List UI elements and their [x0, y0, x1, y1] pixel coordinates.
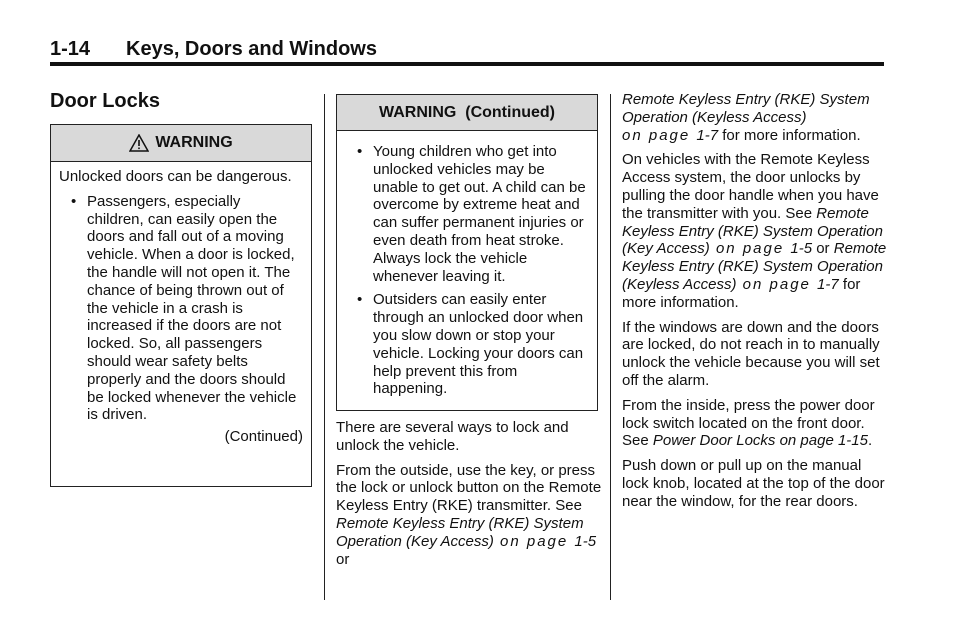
warning-label: WARNING: [155, 134, 233, 151]
paragraph: From the inside, press the power door lock switch located on the front door. See Power Door Locks on page 1-15.: [622, 396, 875, 450]
continued-note: (Continued): [224, 428, 303, 446]
cross-reference[interactable]: Remote Keyless Entry (RKE) System Operation (Keyless Access): [622, 240, 887, 293]
page-number: 1-14: [50, 38, 91, 60]
section-title: Door Locks: [50, 90, 161, 112]
warning-bullet: • Passengers, especially children, can easily open the doors and fall out of a moving vehicle. When a door is locked, the handle will not open it. The chance of being thrown out of the vehicle in a crash is increased if the doors are not locked. So, all passengers should wear safety belts properly and the doors should be locked whenever the vehicle is driven.: [71, 192, 297, 424]
warning-bullet: • Young children who get into unlocked vehicles may be unable to get out. A child can be overcome by extreme heat and can suffer permanent injuries or even death from heat stroke. Always lock the vehicle whenever leaving it.: [357, 143, 586, 285]
cross-reference[interactable]: Remote Keyless Entry (RKE) System Operation (Key Access): [336, 514, 584, 550]
warning-intro: Unlocked doors can be dangerous.: [59, 168, 292, 185]
warning-continued-header: [337, 95, 597, 131]
page-header: [50, 38, 884, 64]
paragraph: If the windows are down and the doors are locked, do not reach in to manually unlock the vehicle because you will set off the alarm.: [622, 318, 880, 389]
cross-reference[interactable]: Remote Keyless Entry (RKE) System Operation (Keyless Access): [622, 91, 870, 126]
warning-bullet-text: Young children who get into unlocked vehicles may be unable to get out. A child can be overcome by extreme heat and can suffer permanent injuries or even death from heat stroke. Always lock the vehicle whenever leaving it.: [373, 143, 586, 285]
column-3-text: [622, 91, 888, 518]
warning-bullet-text: Passengers, especially children, can easily open the doors and fall out of a moving vehicle. When a door is locked, the handle will not open it. The chance of being thrown out of the vehicle in a crash is increased if the doors are not locked. So, all passengers should wear safety belts properly and the doors should be locked whenever the vehicle is driven.: [87, 192, 297, 424]
header-rule: [50, 62, 884, 66]
warning-box: [50, 124, 312, 487]
warning-continued-label: WARNING (Continued): [379, 103, 555, 121]
paragraph: Remote Keyless Entry (RKE) System Operation (Keyless Access) on page 1-7 for more information.: [622, 91, 870, 144]
warning-triangle-icon: [129, 134, 149, 152]
column-divider: [610, 94, 611, 600]
cross-reference[interactable]: Power Door Locks on page 1-15: [652, 432, 868, 450]
paragraph: From the outside, use the key, or press the lock or unlock button on the Remote Keyless Entry (RKE) transmitter. See Remote Keyless Entry (RKE) System Operation (Key Access) on page 1-5 or: [336, 461, 602, 568]
warning-bullet-text: Outsiders can easily enter through an unlocked door when you slow down or stop your vehicle. Locking your doors can help prevent this from happening.: [373, 291, 584, 398]
chapter-title: Keys, Doors and Windows: [126, 38, 377, 60]
paragraph: On vehicles with the Remote Keyless Access system, the door unlocks by pulling the door handle when you have the transmitter with you. See Remote Keyless Entry (RKE) System Operation (Key Access) on page 1-5 or Remote Keyless Entry (RKE) System Operation (Keyless Access) on page 1-7 for more information.: [622, 151, 887, 311]
column-2-text: [336, 419, 604, 575]
warning-header: [51, 125, 311, 162]
warning-bullet: • Outsiders can easily enter through an unlocked door when you slow down or stop your vehicle. Locking your doors can help prevent this from happening.: [357, 291, 584, 398]
paragraph: There are several ways to lock and unlock the vehicle.: [336, 419, 569, 454]
warning-continued-box: [336, 94, 598, 411]
cross-reference[interactable]: Remote Keyless Entry (RKE) System Operation (Key Access): [622, 204, 883, 258]
column-divider: [324, 94, 325, 600]
paragraph: Push down or pull up on the manual lock knob, located at the top of the door near the window, for the rear doors.: [622, 457, 885, 510]
